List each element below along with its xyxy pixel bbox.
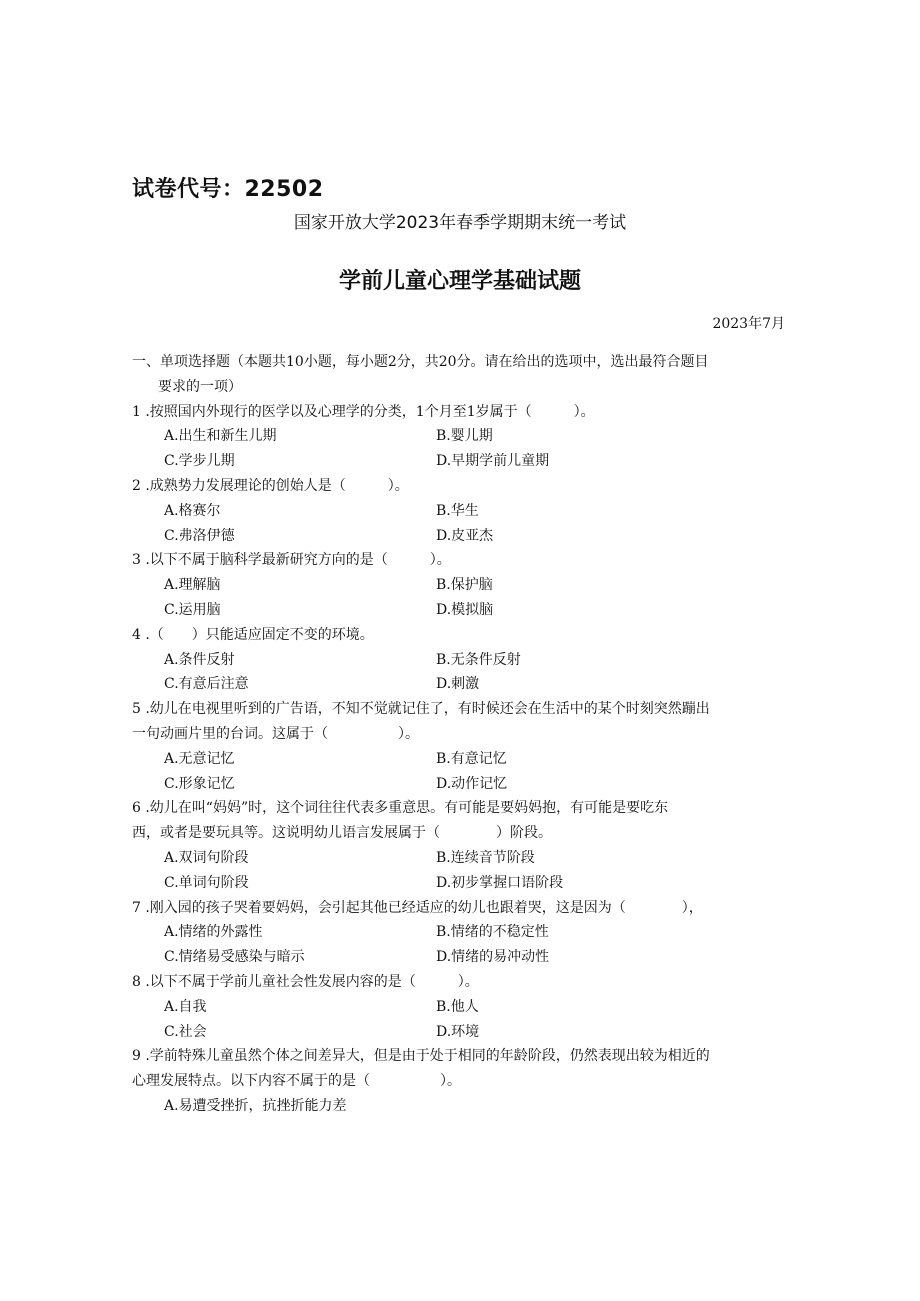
- question-stem: 8 .以下不属于学前儿童社会性发展内容的是（ ）。: [132, 973, 479, 990]
- option-c: C.单词句阶段: [164, 874, 249, 891]
- option-d: D.环境: [436, 1023, 480, 1040]
- option-d: D.早期学前儿童期: [436, 453, 550, 470]
- question-stem: 4 .（ ）只能适应固定不变的环境。: [132, 626, 374, 643]
- option-d: D.模拟脑: [436, 601, 494, 618]
- option-a: A.易遭受挫折，抗挫折能力差: [164, 1097, 347, 1114]
- option-c: C.情绪易受感染与暗示: [164, 949, 305, 966]
- option-b: B.他人: [436, 998, 479, 1015]
- question-stem-cont: 一句动画片里的台词。这属于（ ）。: [132, 725, 419, 742]
- question-stem: 7 .刚入园的孩子哭着要妈妈，会引起其他已经适应的幼儿也跟着哭，这是因为（ ），: [132, 899, 703, 916]
- question-stem: 1 .按照国内外现行的医学以及心理学的分类，1个月至1岁属于（ ）。: [132, 403, 595, 420]
- paper-title: 学前儿童心理学基础试题: [338, 269, 581, 294]
- option-c: C.运用脑: [164, 601, 221, 618]
- option-d: D.动作记忆: [436, 775, 508, 792]
- option-c: C.形象记忆: [164, 775, 235, 792]
- section-heading: 一、单项选择题（本题共10小题，每小题2分，共20分。请在给出的选项中，选出最符合题目: [132, 354, 709, 370]
- option-b: B.连续音节阶段: [436, 849, 535, 866]
- question-7: [132, 896, 787, 970]
- option-b: B.保护脑: [436, 577, 493, 594]
- option-a: A.理解脑: [164, 577, 221, 594]
- option-b: B.有意记忆: [436, 750, 507, 767]
- question-8: [132, 970, 787, 1044]
- question-6: [132, 796, 787, 895]
- question-2: [132, 474, 787, 548]
- option-d: D.初步掌握口语阶段: [436, 874, 564, 891]
- question-stem: 6 .幼儿在叫“妈妈”时，这个词往往代表多重意思。有可能是要妈妈抱，有可能是要吃东: [132, 800, 669, 817]
- option-c: C.学步儿期: [164, 453, 235, 470]
- paper-code: 试卷代号：22502: [132, 177, 324, 202]
- option-b: B.华生: [436, 502, 479, 519]
- question-stem-cont: 西，或者是要玩具等。这说明幼儿语言发展属于（ ）阶段。: [132, 825, 552, 842]
- option-d: D.情绪的易冲动性: [436, 949, 550, 966]
- option-a: A.条件反射: [164, 651, 235, 668]
- option-b: B.情绪的不稳定性: [436, 924, 549, 941]
- option-b: B.无条件反射: [436, 651, 521, 668]
- exam-name: 国家开放大学2023年春季学期期末统一考试: [293, 213, 627, 233]
- section-heading-cont: 要求的一项）: [158, 378, 242, 395]
- option-a: A.自我: [164, 998, 207, 1015]
- option-d: D.刺激: [436, 676, 480, 693]
- option-a: A.格赛尔: [164, 502, 221, 519]
- exam-date: 2023年7月: [712, 316, 785, 332]
- option-c: C.社会: [164, 1023, 207, 1040]
- question-section: [132, 350, 787, 1119]
- option-c: C.有意后注意: [164, 676, 249, 693]
- question-stem: 3 .以下不属于脑科学最新研究方向的是（ ）。: [132, 552, 451, 569]
- option-b: B.婴儿期: [436, 428, 493, 445]
- option-c: C.弗洛伊德: [164, 527, 235, 544]
- option-d: D.皮亚杰: [436, 527, 494, 544]
- question-stem: 2 .成熟势力发展理论的创始人是（ ）。: [132, 477, 409, 494]
- question-4: [132, 623, 787, 697]
- question-3: [132, 548, 787, 622]
- option-a: A.无意记忆: [164, 750, 235, 767]
- question-5: [132, 697, 787, 796]
- option-a: A.双词句阶段: [164, 849, 249, 866]
- question-stem: 5 .幼儿在电视里听到的广告语，不知不觉就记住了，有时候还会在生活中的某个时刻突然蹦出: [132, 701, 710, 718]
- question-1: [132, 400, 787, 474]
- question-stem: 9 .学前特殊儿童虽然个体之间差异大，但是由于处于相同的年龄阶段，仍然表现出较为相近的: [132, 1048, 710, 1065]
- option-a: A.情绪的外露性: [164, 924, 263, 941]
- option-a: A.出生和新生儿期: [164, 428, 277, 445]
- question-9: [132, 1044, 787, 1118]
- question-stem-cont: 心理发展特点。以下内容不属于的是（ ）。: [132, 1073, 461, 1090]
